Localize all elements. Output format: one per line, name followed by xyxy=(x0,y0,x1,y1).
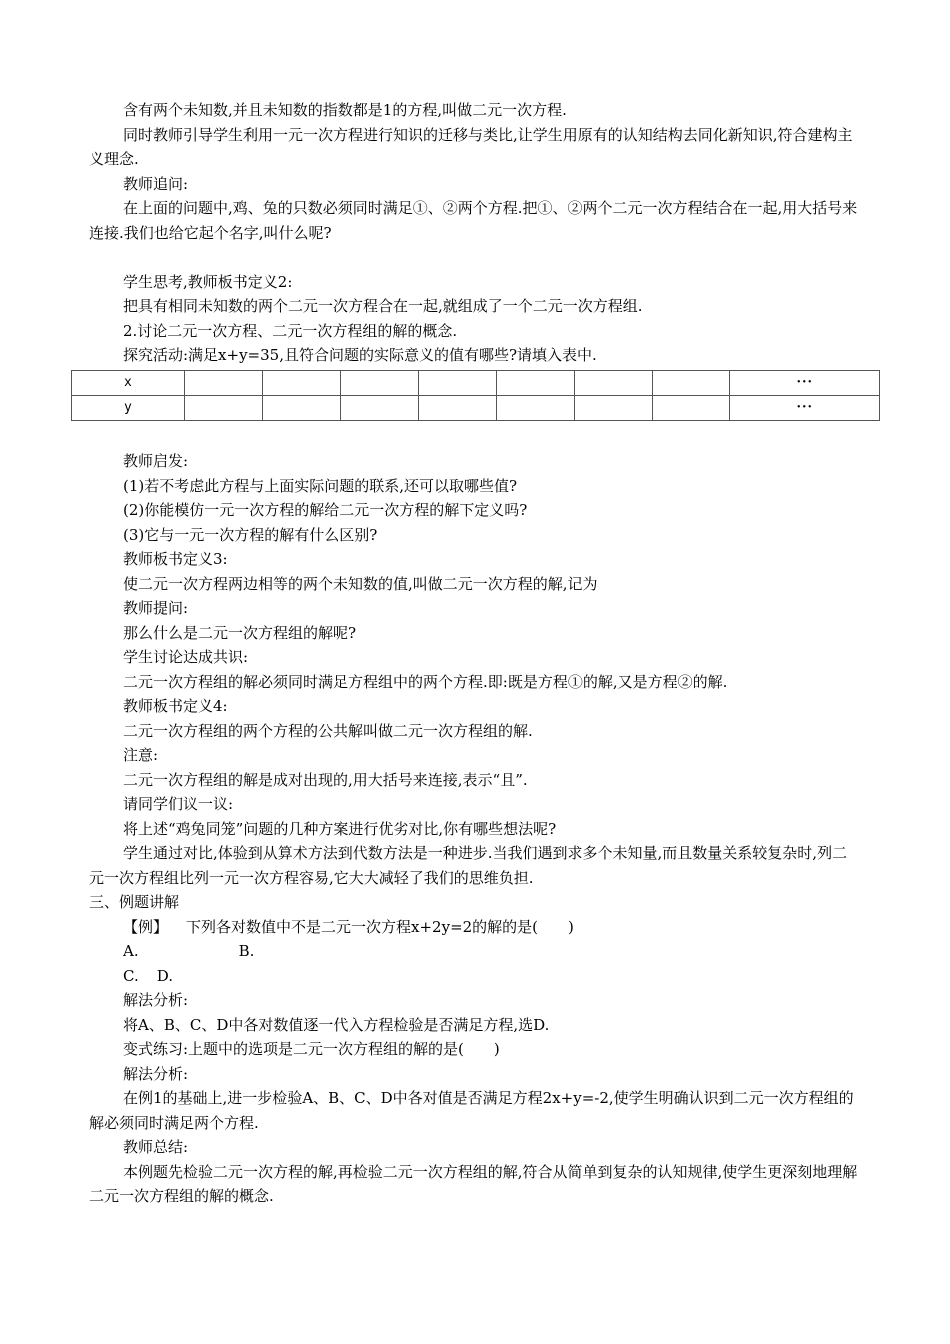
paragraph-comparison: 学生通过对比,体验到从算术方法到代数方法是一种进步.当我们遇到求多个未知量,而且数量关系较复杂时,列二元一次方程组比列一元一次方程容易,它大大减轻了我们的思维负担. xyxy=(89,844,848,887)
table-cell[interactable] xyxy=(418,370,496,395)
paragraph-teacher-question: 教师追问: xyxy=(123,174,189,193)
paragraph-analysis-heading: 解法分析: xyxy=(123,991,189,1009)
paragraph-definition-4: 二元一次方程组的两个方程的公共解叫做二元一次方程组的解. xyxy=(123,721,533,740)
option-b: B. xyxy=(238,942,255,960)
table-cell[interactable] xyxy=(184,395,262,420)
paragraph-consensus-heading: 学生讨论达成共识: xyxy=(123,648,249,666)
table-cell[interactable] xyxy=(574,370,652,395)
table-row-y xyxy=(72,395,880,420)
option-d: D. xyxy=(156,966,173,985)
table-cell[interactable] xyxy=(262,395,340,420)
paragraph-note-heading: 注意: xyxy=(123,746,159,764)
paragraph-question-text: 在上面的问题中,鸡、兔的只数必须同时满足①、②两个方程.把①、②两个二元一次方程结合在一起,用大括号来连接.我们也给它起个名字,叫什么呢? xyxy=(89,199,858,242)
paragraph-teacher-ask: 教师提问: xyxy=(123,599,189,617)
paragraph-summary-heading: 教师总结: xyxy=(123,1138,189,1156)
paragraph-analysis-heading-2: 解法分析: xyxy=(123,1064,189,1083)
paragraph-activity: 探究活动:满足x+y=35,且符合问题的实际意义的值有哪些?请填入表中. xyxy=(123,346,597,364)
table-cell[interactable] xyxy=(262,370,340,395)
paragraph-discussion-heading: 2.讨论二元一次方程、二元一次方程组的解的概念. xyxy=(123,321,458,340)
paragraph-summary: 本例题先检验二元一次方程的解,再检验二元一次方程组的解,符合从简单到复杂的认知规律,使学生更深刻地理解二元一次方程组的解的概念. xyxy=(89,1162,858,1205)
paragraph-ask-text: 那么什么是二元一次方程组的解呢? xyxy=(123,623,357,642)
paragraph-definition-2-heading: 学生思考,教师板书定义2: xyxy=(123,272,293,291)
paragraph-definition-1: 含有两个未知数,并且未知数的指数都是1的方程,叫做二元一次方程. xyxy=(123,101,567,119)
table-label-x: x xyxy=(72,370,185,395)
paragraph-discuss: 将上述“鸡兔同笼”问题的几种方案进行优劣对比,你有哪些想法呢? xyxy=(123,819,557,838)
solution-table xyxy=(71,370,880,421)
example-question xyxy=(89,915,861,940)
table-ellipsis-y: ··· xyxy=(730,395,880,420)
option-a: A. xyxy=(123,942,139,960)
paragraph-analysis: 将A、B、C、D中各对数值逐一代入方程检验是否满足方程,选D. xyxy=(123,1015,550,1034)
table-row-x xyxy=(72,370,880,395)
table-cell[interactable] xyxy=(340,370,418,395)
paragraph-definition-2: 把具有相同未知数的两个二元一次方程合在一起,就组成了一个二元一次方程组. xyxy=(123,297,643,315)
paragraph-definition-4-heading: 教师板书定义4: xyxy=(123,697,228,715)
section-heading: 三、例题讲解 xyxy=(89,893,180,911)
table-cell[interactable] xyxy=(184,370,262,395)
spacer xyxy=(89,245,861,270)
spacer xyxy=(89,425,861,450)
table-cell[interactable] xyxy=(496,370,574,395)
table-cell[interactable] xyxy=(652,370,730,395)
paragraph-discuss-heading: 请同学们议一议: xyxy=(123,795,234,813)
table-cell[interactable] xyxy=(340,395,418,420)
example-options-cd xyxy=(89,964,861,989)
table-ellipsis-x: ··· xyxy=(730,370,880,395)
paragraph-consensus: 二元一次方程组的解必须同时满足方程组中的两个方程.即:既是方程①的解,又是方程②的解. xyxy=(123,672,728,691)
paragraph-variant: 变式练习:上题中的选项是二元一次方程组的解的是( ) xyxy=(123,1040,500,1058)
example-question-text: 下列各对数值中不是二元一次方程x+2y=2的解的是( ) xyxy=(186,917,574,936)
paragraph-teaching-note: 同时教师引导学生利用一元一次方程进行知识的迁移与类比,让学生用原有的认知结构去同化新知识,符合建构主义理念. xyxy=(89,125,853,168)
example-options-ab xyxy=(89,939,861,964)
paragraph-definition-3-heading: 教师板书定义3: xyxy=(123,550,228,568)
paragraph-teacher-hint: 教师启发: xyxy=(123,452,189,470)
table-cell[interactable] xyxy=(418,395,496,420)
table-label-y: y xyxy=(72,395,185,420)
paragraph-hint-1: (1)若不考虑此方程与上面实际问题的联系,还可以取哪些值? xyxy=(123,476,518,495)
table-cell[interactable] xyxy=(496,395,574,420)
document-page xyxy=(89,98,861,1209)
example-tag: 【例】 xyxy=(123,917,169,936)
option-c: C. xyxy=(123,966,139,985)
paragraph-analysis-2: 在例1的基础上,进一步检验A、B、C、D中各对值是否满足方程2x+y=-2,使学生明确认识到二元一次方程组的解必须同时满足两个方程. xyxy=(89,1089,854,1132)
paragraph-note: 二元一次方程组的解是成对出现的,用大括号来连接,表示“且”. xyxy=(123,770,528,789)
paragraph-definition-3: 使二元一次方程两边相等的两个未知数的值,叫做二元一次方程的解,记为 xyxy=(123,574,598,593)
paragraph-hint-2: (2)你能模仿一元一次方程的解给二元一次方程的解下定义吗? xyxy=(123,501,528,519)
paragraph-hint-3: (3)它与一元一次方程的解有什么区别? xyxy=(123,525,378,544)
table-cell[interactable] xyxy=(574,395,652,420)
table-cell[interactable] xyxy=(652,395,730,420)
